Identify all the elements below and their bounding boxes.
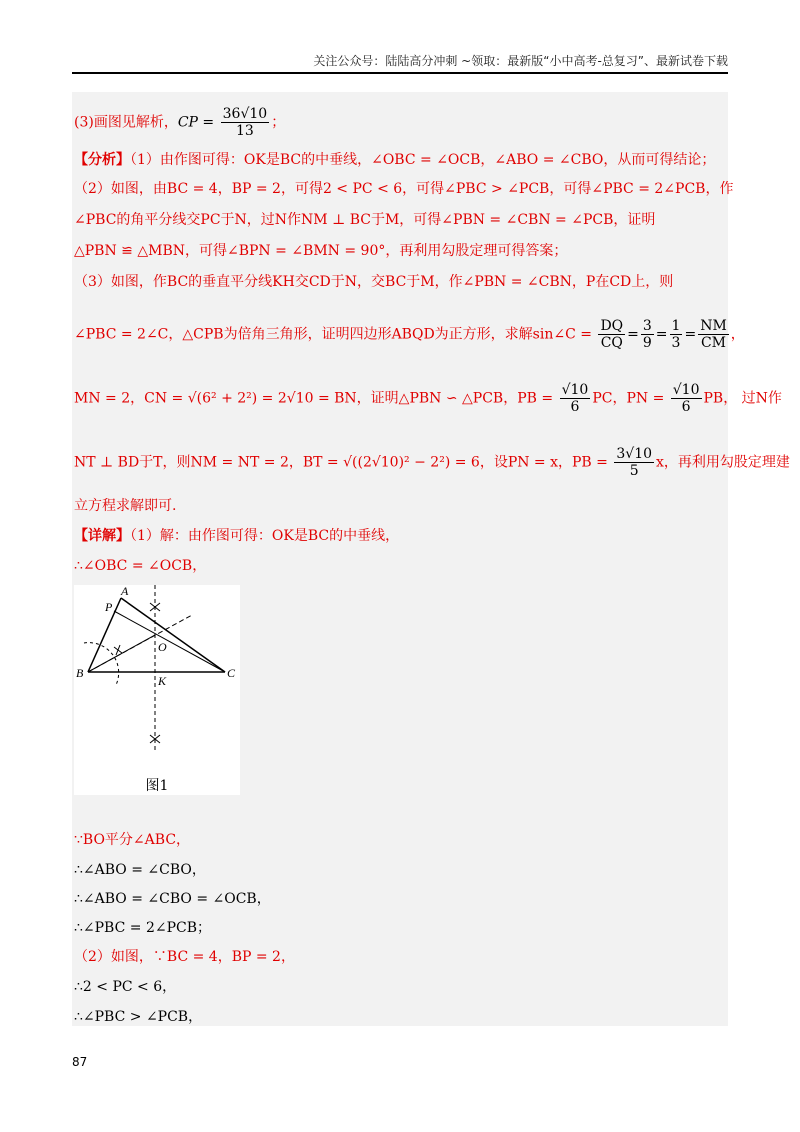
label-b: B xyxy=(76,666,84,680)
fraction-cp: $\frac{36√10}{13}$ xyxy=(222,106,268,139)
segment-bo xyxy=(88,635,155,672)
label-p: P xyxy=(105,600,113,614)
label-k: K xyxy=(158,674,167,688)
detail-line-5: ∴∠ABO = ∠CBO = ∠OCB， xyxy=(74,891,271,907)
analysis-line-5: （3）如图，作BC的垂直平分线KH交CD于N，交BC于M，作∠PBN = ∠CBN，P在CD上，则 xyxy=(74,274,674,290)
label-a: A xyxy=(121,585,129,598)
detail-line-3: ∵BO平分∠ABC， xyxy=(74,832,191,848)
analysis-line-3: ∠PBC的角平分线交PC于N，过N作NM ⊥ BC于M，可得∠PBN = ∠CBN = ∠PCB，证明 xyxy=(74,212,656,228)
analysis-line-6: ∠PBC = 2∠C，△CPB为倍角三角形，证明四边形ABQD为正方形，求解sin∠C = $\frac{DQ}{CQ}$ = $\frac{3}{9}$ = $\frac{1}{3}$ = $\frac{NM}{CM}$ ， xyxy=(74,318,745,351)
page-header: 关注公众号：陆陆高分冲刺 ~领取：最新版“小中高考-总复习”、最新试卷下载 xyxy=(313,54,728,68)
detail-line-6: ∴∠PBC = 2∠PCB； xyxy=(74,920,212,936)
segment-pc xyxy=(114,611,225,672)
detail-line-8: ∴2 < PC < 6， xyxy=(74,979,177,995)
figure-caption: 图1 xyxy=(145,778,169,794)
detail-line-7: （2）如图，∵BC = 4，BP = 2， xyxy=(74,949,295,965)
analysis-line-4: △PBN ≌ △MBN，可得∠BPN = ∠BMN = 90°，再利用勾股定理可得答案； xyxy=(74,243,568,259)
label-o: O xyxy=(158,640,167,654)
detail-line-4: ∴∠ABO = ∠CBO， xyxy=(74,862,206,878)
answer-line-3: (3)画图见解析，CP = $\frac{36√10}{13}$ ； xyxy=(74,106,286,139)
detail-line-1: 【详解】（1）解：由作图可得：OK是BC的中垂线， xyxy=(74,528,400,544)
detail-line-9: ∴∠PBC > ∠PCB， xyxy=(74,1009,203,1025)
page-number: 87 xyxy=(72,1055,88,1069)
figure-1 xyxy=(74,585,240,795)
analysis-line-1: 【分析】（1）由作图可得：OK是BC的中垂线，∠OBC = ∠OCB，∠ABO = ∠CBO，从而可得结论； xyxy=(74,152,716,168)
analysis-line-9: 立方程求解即可. xyxy=(74,498,177,514)
detail-line-2: ∴∠OBC = ∠OCB， xyxy=(74,558,207,574)
arc-at-b xyxy=(84,643,119,685)
header-rule xyxy=(72,72,728,74)
analysis-line-8: NT ⊥ BD于T，则NM = NT = 2，BT = √((2√10)² − 2²) = 6，设PN = x，PB = $\frac{3√10}{5}$ x，再利用勾股定理建 xyxy=(74,446,790,479)
triangle-construction-figure xyxy=(74,585,240,775)
analysis-line-2: （2）如图，由BC = 4，BP = 2，可得2 < PC < 6，可得∠PBC > ∠PCB，可得∠PBC = 2∠PCB，作 xyxy=(74,181,734,197)
label-c: C xyxy=(227,666,236,680)
analysis-line-7: MN = 2，CN = √(6² + 2²) = 2√10 = BN，证明△PBN ∽ △PCB，PB = $\frac{√10}{6}$ PC，PN = $\frac{√10}{6}$ PB， 过N作 xyxy=(74,382,782,415)
segment-ac xyxy=(121,598,225,672)
